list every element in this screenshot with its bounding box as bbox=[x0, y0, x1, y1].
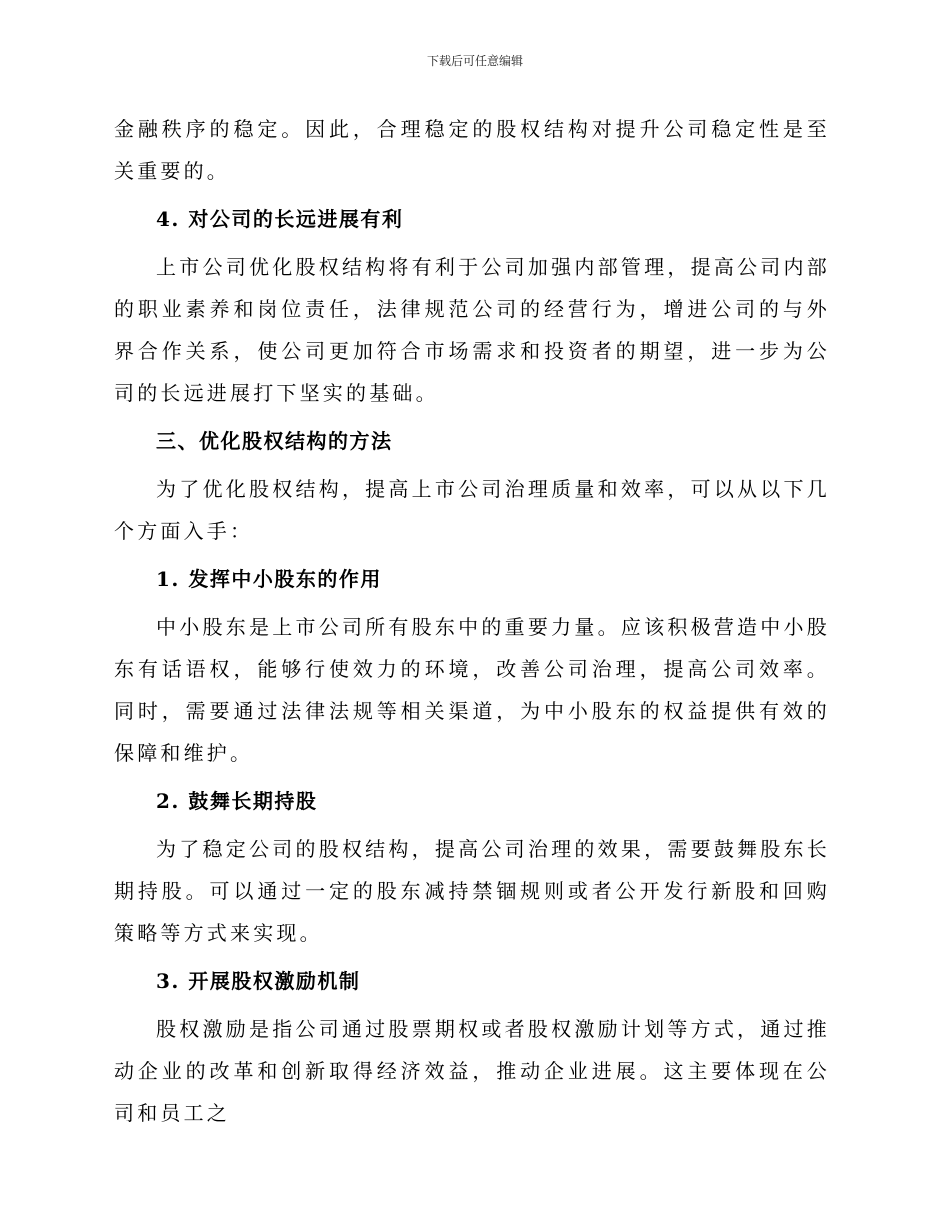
section-heading: 3. 开展股权激励机制 bbox=[156, 969, 361, 993]
section-heading: 三、优化股权结构的方法 bbox=[156, 429, 393, 453]
paragraph: 中小股东是上市公司所有股东中的重要力量。应该积极营造中小股东有话语权，能够行使效力的环境，改善公司治理，提高公司效率。同时，需要通过法律法规等相关渠道，为中小股东的权益提供有效的保障和维护。 bbox=[114, 615, 830, 765]
section-heading: 4. 对公司的长远进展有利 bbox=[156, 207, 404, 231]
paragraph: 为了优化股权结构，提高上市公司治理质量和效率，可以从以下几个方面入手： bbox=[114, 477, 830, 543]
paragraph: 股权激励是指公司通过股票期权或者股权激励计划等方式，通过推动企业的改革和创新取得经济效益，推动企业进展。这主要体现在公司和员工之 bbox=[114, 1017, 830, 1125]
section-heading: 1. 发挥中小股东的作用 bbox=[156, 567, 382, 591]
paragraph: 为了稳定公司的股权结构，提高公司治理的效果，需要鼓舞股东长期持股。可以通过一定的股东减持禁锢规则或者公开发行新股和回购策略等方式来实现。 bbox=[114, 837, 830, 945]
document-body bbox=[114, 108, 830, 1134]
page-header: 下载后可任意编辑 bbox=[426, 54, 523, 68]
section-heading: 2. 鼓舞长期持股 bbox=[156, 789, 318, 813]
paragraph: 金融秩序的稳定。因此，合理稳定的股权结构对提升公司稳定性是至关重要的。 bbox=[114, 117, 830, 183]
paragraph: 上市公司优化股权结构将有利于公司加强内部管理，提高公司内部的职业素养和岗位责任，法律规范公司的经营行为，增进公司的与外界合作关系，使公司更加符合市场需求和投资者的期望，进一步为公司的长远进展打下坚实的基础。 bbox=[114, 255, 830, 405]
